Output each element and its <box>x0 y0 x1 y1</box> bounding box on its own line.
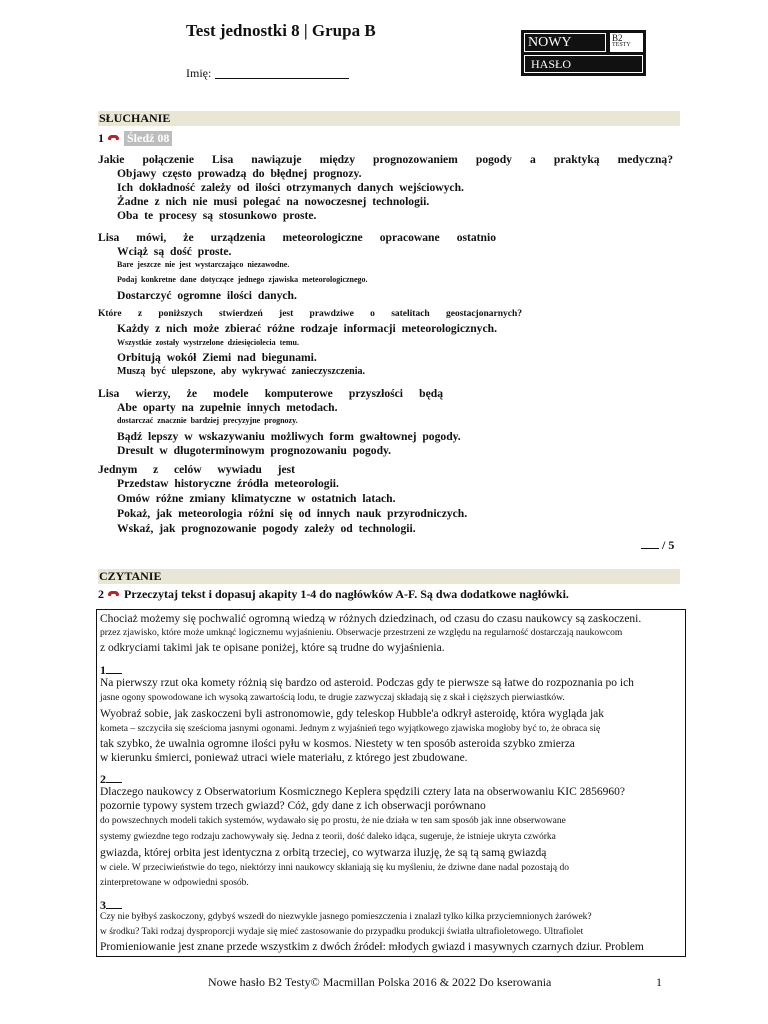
question-5-option-d[interactable]: Wskaź, jak prognozowanie pogody zależy od technologii. <box>117 522 416 535</box>
question-3-option-d[interactable]: Muszą być ulepszone, aby wykrywać zanieczyszczenia. <box>117 366 366 377</box>
paragraph-3-answer-blank[interactable] <box>106 900 122 909</box>
paragraph-2-number[interactable]: 2 <box>100 772 122 787</box>
task-1-number: 1 <box>98 130 104 145</box>
paragraph-2-line: Dlaczego naukowcy z Obserwatorium Kosmicznego Keplera spędzili cztery lata na obserwowaniu KIC 2856960? <box>100 786 625 798</box>
paragraph-1-answer-blank[interactable] <box>106 665 122 674</box>
page-title: Test jednostki 8 | Grupa B <box>186 21 376 40</box>
paragraph-3-line: w środku? Taki rodzaj dysproporcji wydaje się mieć zastosowanie do przypadku produkcji światła ultrafioletowego. Ultrafiolet <box>100 927 584 937</box>
question-2-option-a[interactable]: Wciąż są dość proste. <box>117 245 232 258</box>
paragraph-1-line: tak szybko, że uwalnia ogromne ilości pyłu w kosmos. Niestety w ten sposób asteroida szybko zmierza <box>100 738 575 750</box>
question-3-option-c[interactable]: Orbitują wokół Ziemi nad biegunami. <box>117 351 317 364</box>
paragraph-2-line: gwiazda, której orbita jest identyczna z orbitą trzeciej, co wytwarza iluzję, że są tą samą gwiazdą <box>100 847 547 859</box>
paragraph-2-line: systemy gwiezdne tego rodzaju zachowywały się. Jedna z teorii, dość daleko idąca, sugeruje, że istnieje ukryta czwórka <box>100 832 556 842</box>
score-total: / 5 <box>662 538 675 552</box>
section-heading-listening: SŁUCHANIE <box>98 111 680 126</box>
question-3-option-a[interactable]: Każdy z nich może zbierać różne rodzaje informacji meteorologicznych. <box>117 322 497 335</box>
paragraph-2-line: w ciele. W przeciwieństwie do tego, niektórzy inni naukowcy skłaniają się ku myśleniu, że dziwne dane nadal pozostają do <box>100 863 569 873</box>
name-label: Imię: <box>186 66 212 80</box>
question-3-option-b[interactable]: Wszystkie zostały wystrzelone dziesięciolecia temu. <box>117 338 299 347</box>
paragraph-2-line: do powszechnych modeli takich systemów, wydawało się po prostu, że nie działa w ten sam sposób jak inne obserwowane <box>100 816 566 826</box>
logo-b2: B2 <box>612 33 623 43</box>
question-2 <box>98 231 496 244</box>
reading-text-box <box>96 609 686 957</box>
question-2-option-d[interactable]: Dostarczyć ogromne ilości danych. <box>117 289 297 302</box>
paragraph-3-line: Czy nie byłbyś zaskoczony, gdybyś wszedł do niezwykle jasnego pomieszczenia i znalazł tylko kilka przyciemnionych żarówek? <box>100 912 592 922</box>
audio-track-label[interactable]: Śledź 08 <box>124 131 172 146</box>
intro-line-2: przez zjawisko, które może umknąć logicznemu wyjaśnieniu. Obserwacje przestrzeni ze względu na regularność dostarczają naukowcom <box>100 628 623 638</box>
question-2-option-c[interactable]: Podaj konkretne dane dotyczące jednego zjawiska meteorologicznego. <box>117 275 368 284</box>
question-4-option-c[interactable]: Bądź lepszy w wskazywaniu możliwych form gwałtownej pogody. <box>117 430 461 443</box>
question-2-text: Lisa mówi, że urządzenia meteorologiczne opracowane ostatnio <box>98 231 496 244</box>
question-3 <box>98 309 522 319</box>
intro-line-3: z odkryciami takimi jak te opisane poniżej, które są trudne do wyjaśnienia. <box>100 642 445 654</box>
question-4-option-d[interactable]: Dresult w długoterminowym prognozowaniu pogody. <box>117 444 392 457</box>
paragraph-2-answer-blank[interactable] <box>106 774 122 783</box>
paragraph-2-line: zinterpretowane w odpowiedni sposób. <box>100 878 249 888</box>
intro-line-1: Chociaż możemy się pochwalić ogromną wiedzą w różnych dziedzinach, od czasu do czasu naukowcy są zaskoczeni. <box>100 613 642 625</box>
task-2-header <box>98 586 569 602</box>
question-5-text: Jednym z celów wywiadu jest <box>98 463 295 476</box>
paragraph-2-line: pozornie typowy system trzech gwiazd? Cóż, gdy dane z ich obserwacji porównano <box>100 800 486 812</box>
task-2-instruction: Przeczytaj tekst i dopasuj akapity 1-4 do nagłówków A-F. Są dwa dodatkowe nagłówki. <box>124 586 569 601</box>
logo-b2-badge <box>610 33 643 52</box>
question-3-text: Które z poniższych stwierdzeń jest prawdziwe o satelitach geostacjonarnych? <box>98 309 522 319</box>
question-4-text: Lisa wierzy, że modele komputerowe przyszłości będą <box>98 387 443 400</box>
paragraph-3-number[interactable]: 3 <box>100 898 122 913</box>
question-5 <box>98 463 295 476</box>
logo-haslo: HASŁO <box>524 55 643 73</box>
question-4 <box>98 387 443 400</box>
paragraph-1-number[interactable]: 1 <box>100 663 122 678</box>
question-1-option-a[interactable]: Objawy często prowadzą do błędnej prognozy. <box>117 167 362 180</box>
question-1 <box>98 153 673 166</box>
paragraph-1-line: Wyobraź sobie, jak zaskoczeni byli astronomowie, gdy teleskop Hubble'a odkrył asteroidę, która wygląda jak <box>100 708 605 720</box>
question-1-option-d[interactable]: Oba te procesy są stosunkowo proste. <box>117 209 317 222</box>
page-number: 1 <box>656 975 662 989</box>
name-field[interactable] <box>186 66 349 81</box>
score-blank[interactable] <box>641 539 659 549</box>
paragraph-1-line: Na pierwszy rzut oka komety różnią się bardzo od asteroid. Podczas gdy te pierwsze są łatwe do rozpoznania po ich <box>100 677 634 689</box>
logo-nowy: NOWY <box>524 33 606 52</box>
listening-score[interactable] <box>641 538 674 553</box>
paragraph-3-line: Promieniowanie jest znane przede wszystkim z dwóch źródeł: młodych gwiazd i masywnych czarnych dziur. Problem <box>100 941 644 953</box>
audio-cd-icon <box>108 134 120 142</box>
paragraph-1-line: jasne ogony spowodowane ich wysoką zawartością lodu, te drugie zazwyczaj składają się z skał i cięższych pierwiastków. <box>100 693 565 703</box>
task-2-number: 2 <box>98 586 104 601</box>
question-1-text: Jakie połączenie Lisa nawiązuje między prognozowaniem pogody a praktyką medyczną? <box>98 153 673 166</box>
logo-testy: TESTY <box>612 42 631 48</box>
footer-copyright: Nowe hasło B2 Testy© Macmillan Polska 2016 & 2022 Do kserowania <box>208 975 552 989</box>
question-5-option-a[interactable]: Przedstaw historyczne źródła meteorologii. <box>117 477 339 490</box>
paragraph-1-line: w kierunku śmierci, ponieważ utraci wiele materiału, z którego jest zbudowane. <box>100 752 468 764</box>
question-1-option-b[interactable]: Ich dokładność zależy od ilości otrzymanych danych wejściowych. <box>117 181 464 194</box>
paragraph-1-line: kometa – szczyciła się sześcioma jasnymi ogonami. Jednym z wyjaśnień tego wyjątkowego zjawiska mogłoby być to, że obraca się <box>100 724 601 734</box>
question-5-option-c[interactable]: Pokaż, jak meteorologia różni się od innych nauk przyrodniczych. <box>117 507 468 520</box>
question-4-option-a[interactable]: Abe oparty na zupełnie innych metodach. <box>117 401 338 414</box>
question-5-option-b[interactable]: Omów różne zmiany klimatyczne w ostatnich latach. <box>117 492 396 505</box>
name-blank-line[interactable] <box>215 68 349 79</box>
nowe-haslo-logo <box>521 30 646 76</box>
question-2-option-b[interactable]: Bare jeszcze nie jest wystarczająco niezawodne. <box>117 260 290 269</box>
section-heading-reading: CZYTANIE <box>98 569 680 584</box>
question-4-option-b[interactable]: dostarczać znacznie bardziej precyzyjne prognozy. <box>117 416 298 425</box>
question-1-option-c[interactable]: Żadne z nich nie musi polegać na nowoczesnej technologii. <box>117 195 430 208</box>
task-1-header <box>98 130 172 146</box>
reading-task-icon <box>108 590 120 598</box>
